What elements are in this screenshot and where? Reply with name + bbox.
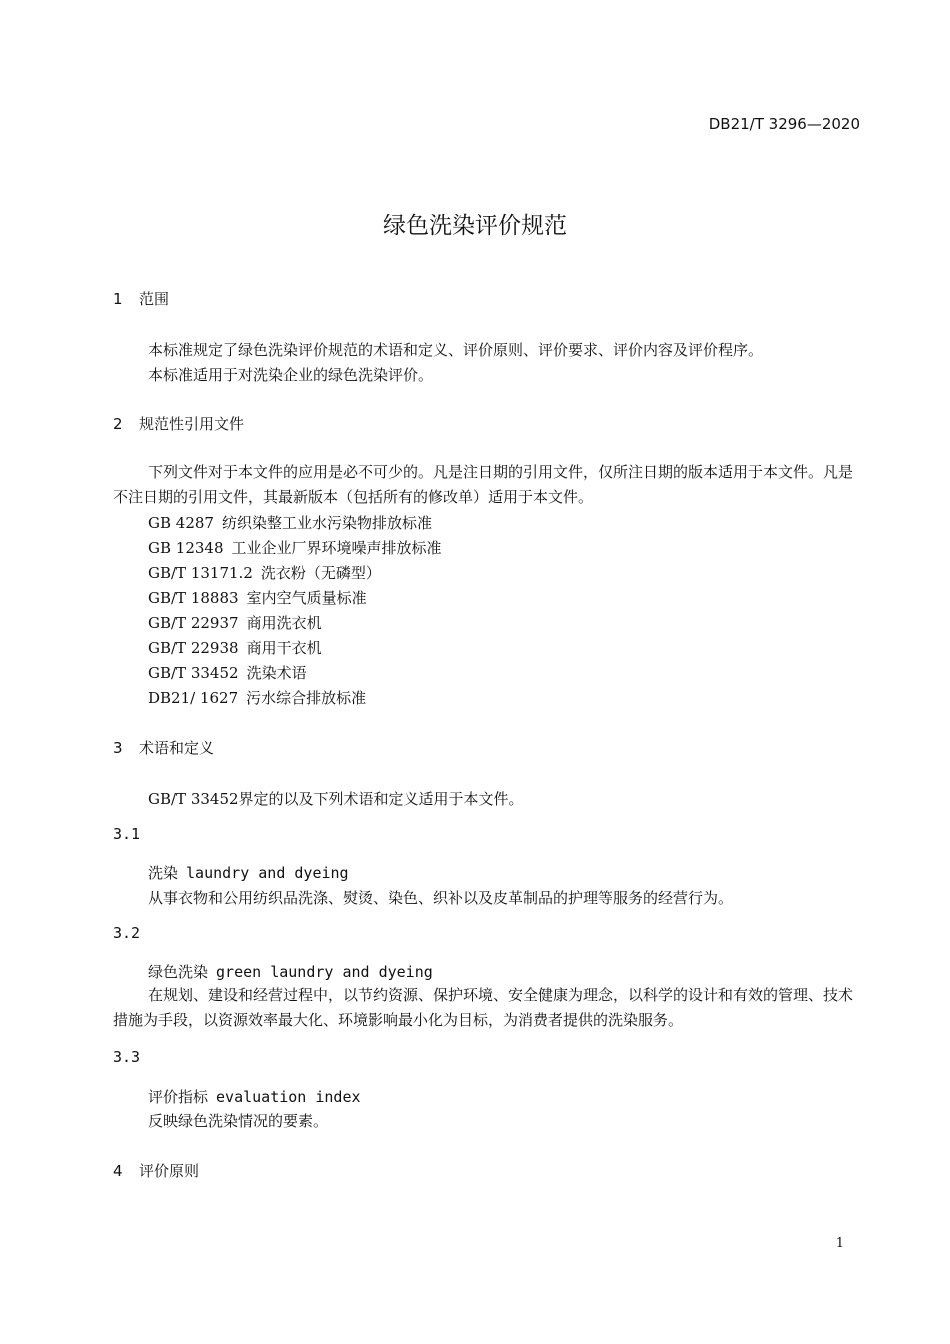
term-chinese: 评价指标: [148, 1088, 209, 1106]
reference-code: GB 12348: [148, 539, 224, 557]
term-english: laundry and dyeing: [186, 864, 349, 882]
paragraph: 本标准规定了绿色洗染评价规范的术语和定义、评价原则、评价要求、评价内容及评价程序。: [148, 341, 764, 359]
term-definition: 从事衣物和公用纺织品洗涤、熨烫、染色、织补以及皮革制品的护理等服务的经营行为。: [148, 889, 734, 907]
section-number: 4: [113, 1162, 123, 1180]
reference-name: 洗衣粉（无磷型）: [260, 564, 381, 582]
term-number: 3.3: [113, 1048, 141, 1066]
reference-name: 纺织染整工业水污染物排放标准: [221, 514, 432, 532]
term-chinese: 洗染: [148, 864, 179, 882]
section-heading-evaluation-principles: [113, 1160, 199, 1181]
section-number: 2: [113, 415, 123, 433]
reference-name: 洗染术语: [246, 664, 307, 682]
term-entry: [148, 961, 433, 982]
section-title: 规范性引用文件: [139, 415, 245, 433]
page-number: 1: [835, 1236, 844, 1251]
term-number: 3.1: [113, 825, 141, 843]
reference-code: GB/T 33452: [148, 664, 239, 682]
term-chinese: 绿色洗染: [148, 963, 209, 981]
reference-name: 污水综合排放标准: [246, 689, 367, 707]
term-english: green laundry and dyeing: [216, 963, 433, 981]
section-title: 评价原则: [139, 1162, 200, 1180]
standard-code: DB21/T 3296—2020: [708, 115, 860, 133]
reference-code: DB21/ 1627: [148, 689, 239, 707]
reference-item: [148, 662, 307, 683]
reference-item: [148, 562, 381, 583]
term-entry: [148, 862, 349, 883]
term-definition: 在规划、建设和经营过程中，以节约资源、保护环境、安全健康为理念，以科学的设计和有效的管理、技术措施为手段，以资源效率最大化、环境影响最小化为目标，为消费者提供的洗染服务。: [113, 986, 854, 1029]
section-title: 范围: [139, 290, 170, 308]
section-heading-terms-definitions: [113, 737, 214, 758]
reference-item: [148, 587, 367, 608]
reference-code: GB/T 22937: [148, 614, 239, 632]
term-entry: [148, 1086, 361, 1107]
reference-item: [148, 687, 366, 708]
reference-name: 商用干衣机: [246, 639, 322, 657]
section-title: 术语和定义: [139, 739, 215, 757]
term-english: evaluation index: [216, 1088, 361, 1106]
section-heading-scope: [113, 288, 169, 309]
section-number: 1: [113, 290, 123, 308]
document-title: 绿色洗染评价规范: [383, 213, 567, 239]
reference-item: [148, 537, 442, 558]
reference-code: GB/T 13171.2: [148, 564, 253, 582]
reference-code: GB/T 22938: [148, 639, 239, 657]
reference-code: GB 4287: [148, 514, 214, 532]
reference-name: 商用洗衣机: [246, 614, 322, 632]
terms-intro-paragraph: GB/T 33452界定的以及下列术语和定义适用于本文件。: [148, 790, 524, 808]
reference-item: [148, 512, 432, 533]
section-heading-normative-references: [113, 413, 244, 434]
term-number: 3.2: [113, 924, 141, 942]
reference-name: 室内空气质量标准: [246, 589, 367, 607]
reference-item: [148, 612, 322, 633]
section-number: 3: [113, 739, 123, 757]
term-definition: 反映绿色洗染情况的要素。: [148, 1112, 329, 1130]
paragraph: 本标准适用于对洗染企业的绿色洗染评价。: [148, 366, 434, 384]
reference-code: GB/T 18883: [148, 589, 239, 607]
reference-item: [148, 637, 322, 658]
reference-name: 工业企业厂界环境噪声排放标准: [231, 539, 442, 557]
references-intro-paragraph: 下列文件对于本文件的应用是必不可少的。凡是注日期的引用文件，仅所注日期的版本适用于本文件。凡是不注日期的引用文件，其最新版本（包括所有的修改单）适用于本文件。: [113, 463, 854, 506]
